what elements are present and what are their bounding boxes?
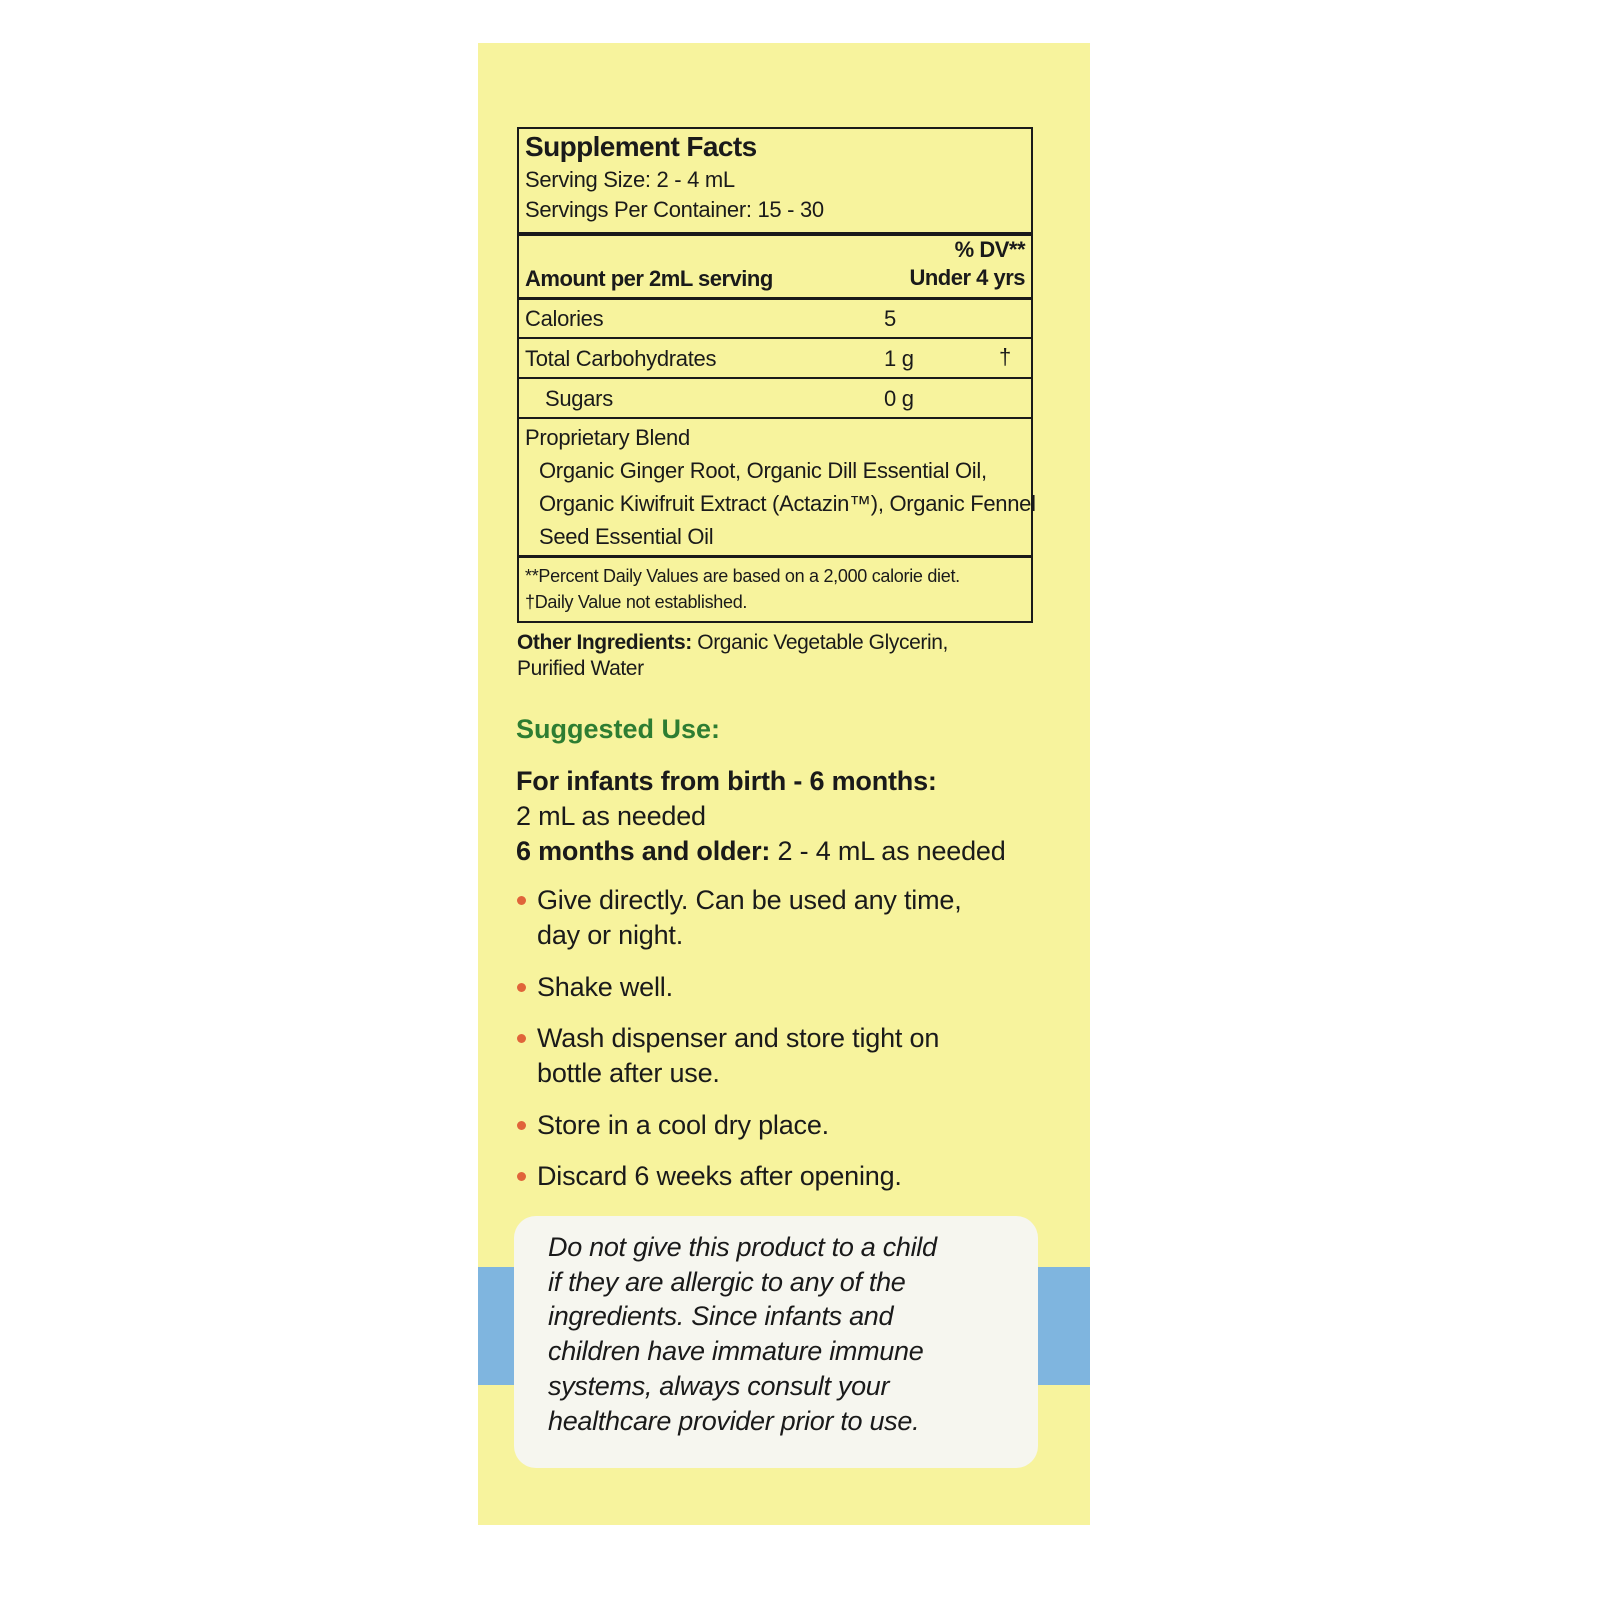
- dv-age-header: Under 4 yrs: [909, 265, 1025, 290]
- bullet-icon: [517, 896, 526, 905]
- warning-line: if they are allergic to any of the: [548, 1266, 906, 1297]
- infants-dose: 2 mL as needed: [516, 801, 706, 831]
- blend-line: Organic Kiwifruit Extract (Actazin™), Organic Fennel: [539, 491, 1036, 516]
- warning-text: [548, 1230, 937, 1438]
- footnote-dv: **Percent Daily Values are based on a 2,000 calorie diet.: [525, 566, 960, 586]
- other-ingredients-text: Organic Vegetable Glycerin,: [691, 631, 948, 654]
- amount-header: Amount per 2mL serving: [525, 266, 773, 291]
- divider: [519, 555, 1031, 558]
- row-name: Sugars: [545, 386, 613, 411]
- warning-line: children have immature immune: [548, 1336, 924, 1367]
- divider: [519, 417, 1031, 419]
- other-ingredients-label: Other Ingredients:: [517, 631, 692, 654]
- servings-per-container: Servings Per Container: 15 - 30: [525, 197, 824, 222]
- serving-size: Serving Size: 2 - 4 mL: [525, 167, 735, 192]
- bullet-icon: [517, 1034, 526, 1043]
- warning-line: ingredients. Since infants and: [548, 1301, 894, 1332]
- older-label: 6 months and older:: [516, 836, 771, 866]
- older-dosage: [516, 836, 1006, 867]
- use-item: Store in a cool dry place.: [537, 1110, 829, 1140]
- row-dv: †: [999, 344, 1011, 369]
- warning-line: systems, always consult your: [548, 1370, 890, 1401]
- use-item: Shake well.: [537, 972, 673, 1002]
- row-name: Calories: [525, 306, 604, 331]
- divider: [519, 297, 1031, 300]
- blend-title: Proprietary Blend: [525, 425, 690, 450]
- divider: [519, 377, 1031, 379]
- bullet-icon: [517, 1172, 526, 1181]
- blend-line: Organic Ginger Root, Organic Dill Essential Oil,: [539, 458, 987, 483]
- divider: [519, 232, 1031, 236]
- row-amount: 5: [884, 306, 896, 331]
- use-item: Give directly. Can be used any time,: [537, 885, 962, 915]
- row-amount: 1 g: [884, 346, 914, 371]
- blend-line: Seed Essential Oil: [539, 524, 714, 549]
- supplement-facts-table: [517, 127, 1036, 623]
- bullet-icon: [517, 1121, 526, 1130]
- older-dose: 2 - 4 mL as needed: [770, 836, 1006, 866]
- bullet-icon: [517, 983, 526, 992]
- warning-line: Do not give this product to a child: [548, 1232, 937, 1262]
- row-name: Total Carbohydrates: [525, 346, 717, 371]
- other-ingredients: [517, 631, 948, 655]
- dv-header: % DV**: [954, 237, 1025, 262]
- use-item: Wash dispenser and store tight on: [537, 1023, 940, 1053]
- use-item: bottle after use.: [537, 1058, 720, 1088]
- warning-line: healthcare provider prior to use.: [548, 1405, 920, 1436]
- use-item: Discard 6 weeks after opening.: [537, 1161, 902, 1191]
- infants-label: For infants from birth - 6 months:: [516, 766, 937, 796]
- suggested-use-heading: Suggested Use:: [516, 714, 721, 744]
- divider: [519, 337, 1031, 339]
- warning-box: [514, 1216, 1038, 1468]
- other-ingredients-line: Purified Water: [517, 657, 644, 680]
- facts-title: Supplement Facts: [525, 131, 757, 162]
- footnote-dagger: †Daily Value not established.: [525, 592, 748, 612]
- use-item: day or night.: [537, 920, 683, 950]
- row-amount: 0 g: [884, 386, 914, 411]
